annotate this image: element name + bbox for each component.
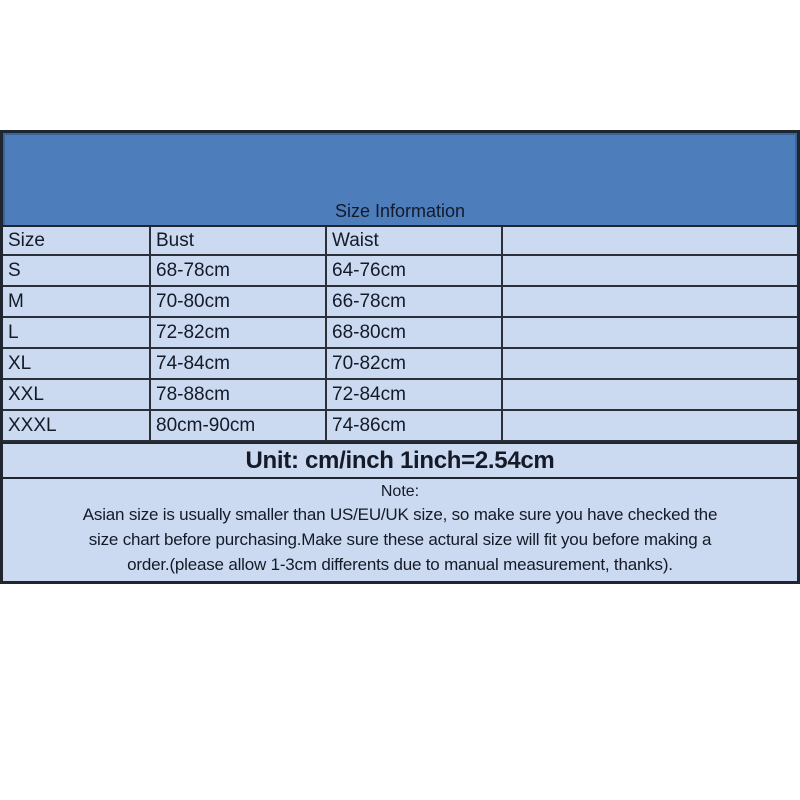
waist-cell: 66-78cm [326, 286, 502, 317]
size-cell: L [3, 317, 150, 348]
column-header-size: Size [3, 227, 150, 255]
note-line-3: order.(please allow 1-3cm differents due to manual measurement, thanks). [127, 555, 673, 574]
note-section [3, 479, 797, 581]
waist-cell: 72-84cm [326, 379, 502, 410]
size-cell: XL [3, 348, 150, 379]
bust-cell: 74-84cm [150, 348, 326, 379]
table-row-m [3, 286, 797, 317]
bust-cell: 78-88cm [150, 379, 326, 410]
waist-cell: 74-86cm [326, 410, 502, 441]
unit-text: Unit: cm/inch 1inch=2.54cm [245, 446, 555, 474]
size-cell: M [3, 286, 150, 317]
empty-cell [502, 255, 797, 286]
bust-cell: 80cm-90cm [150, 410, 326, 441]
empty-cell [502, 317, 797, 348]
empty-cell [502, 348, 797, 379]
bust-cell: 70-80cm [150, 286, 326, 317]
size-table [3, 227, 797, 442]
empty-cell [502, 410, 797, 441]
table-row-xxxl [3, 410, 797, 441]
table-row-xl [3, 348, 797, 379]
unit-row [3, 442, 797, 479]
size-cell: S [3, 255, 150, 286]
table-row-s [3, 255, 797, 286]
empty-cell [502, 286, 797, 317]
size-chart-title: Size Information [334, 201, 466, 221]
waist-cell: 68-80cm [326, 317, 502, 348]
note-line-2: size chart before purchasing.Make sure these actural size will fit you before making a [88, 530, 712, 549]
empty-cell [502, 379, 797, 410]
note-line-1: Asian size is usually smaller than US/EU/UK size, so make sure you have checked the [82, 505, 718, 524]
size-chart [0, 130, 800, 584]
column-header-waist: Waist [326, 227, 502, 255]
note-label: Note: [380, 483, 420, 500]
column-header-bust: Bust [150, 227, 326, 255]
table-row-l [3, 317, 797, 348]
bust-cell: 68-78cm [150, 255, 326, 286]
table-header-row [3, 227, 797, 255]
table-row-xxl [3, 379, 797, 410]
size-cell: XXL [3, 379, 150, 410]
header-band [3, 133, 797, 227]
waist-cell: 70-82cm [326, 348, 502, 379]
size-cell: XXXL [3, 410, 150, 441]
waist-cell: 64-76cm [326, 255, 502, 286]
bust-cell: 72-82cm [150, 317, 326, 348]
column-header-empty [502, 227, 797, 255]
